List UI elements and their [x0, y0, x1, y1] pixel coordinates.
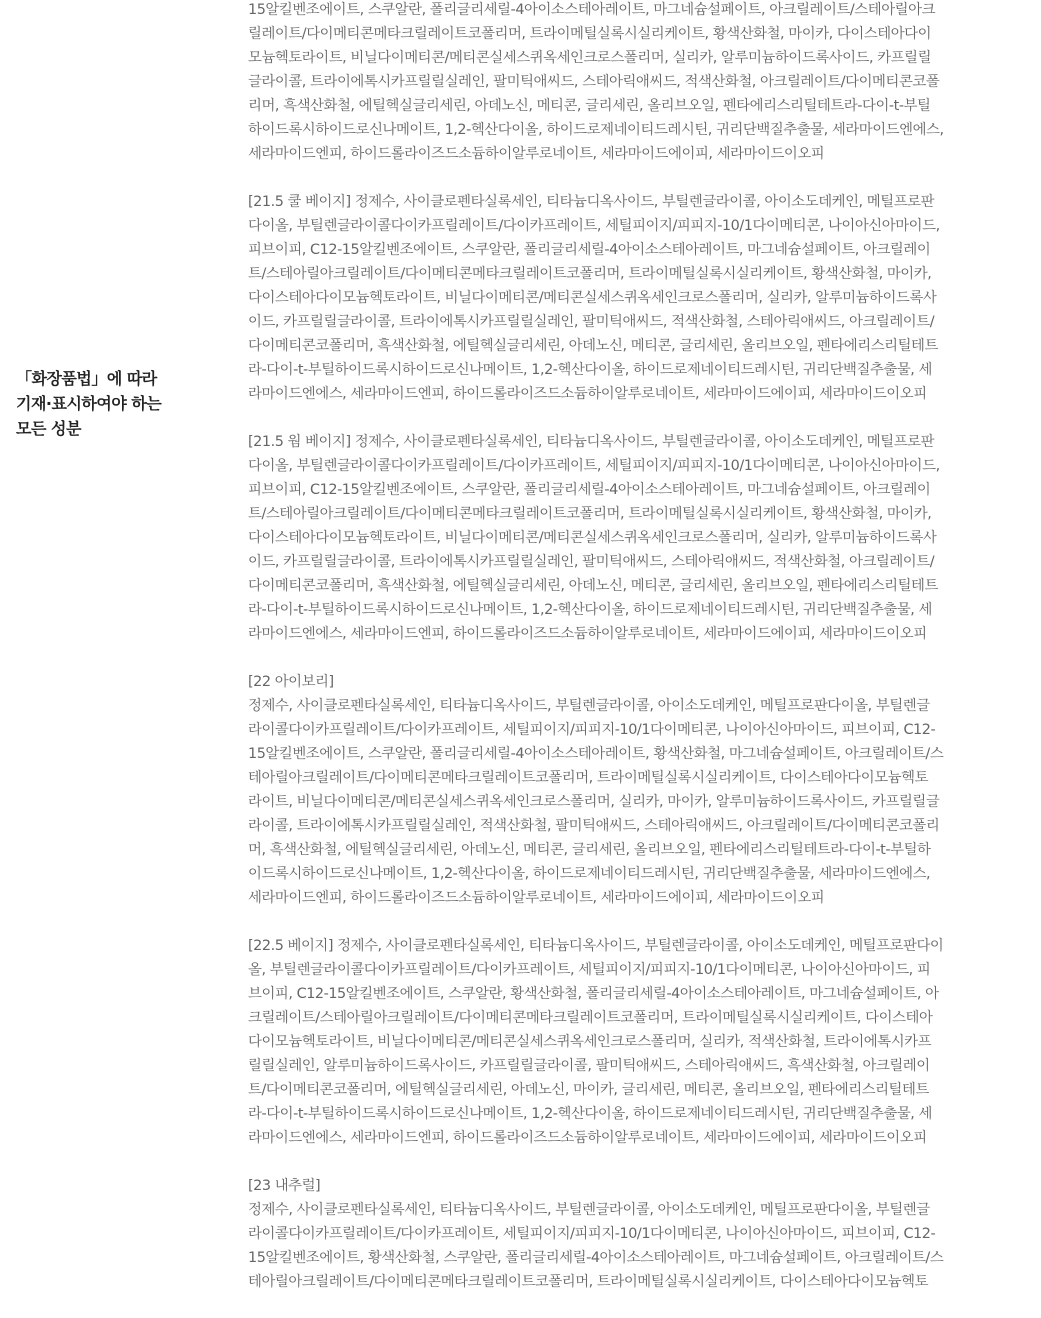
ingredient-block	[248, 934, 1010, 1150]
ingredient-line: 다이모늄헥토라이트, 비닐다이메티콘/메티콘실세스퀴옥세인크로스폴리머, 실리카, 적색산화철, 트라이에톡시카프	[248, 1034, 932, 1050]
row-label-line: 「화장품법」에 따라	[16, 369, 157, 388]
ingredient-line: 15알킬벤조에이트, 스쿠알란, 폴리글리세릴-4아이소스테아레이트, 황색산화철, 마그네슘설페이트, 아크릴레이트/스	[248, 746, 944, 762]
ingredient-line: 트/스테아릴아크릴레이트/다이메티콘메타크릴레이트코폴리머, 트라이메틸실록시실리케이트, 황색산화철, 마이카,	[248, 506, 932, 522]
ingredient-line: 라이콜다이카프릴레이트/다이카프레이트, 세틸피이지/피피지-10/1다이메티콘, 나이아신아마이드, 피브이피, C12-	[248, 722, 936, 738]
ingredient-line: 다이올, 부틸렌글라이콜다이카프릴레이트/다이카프레이트, 세틸피이지/피피지-10/1다이메티콘, 나이아신아마이드,	[248, 218, 940, 234]
ingredient-line: 리머, 흑색산화철, 에틸헥실글리세린, 아데노신, 메티콘, 글리세린, 올리브오일, 펜타에리스리틸테트라-다이-t-부틸	[248, 98, 931, 114]
ingredient-line: [21.5 웜 베이지] 정제수, 사이클로펜타실록세인, 티타늄디옥사이드, 부틸렌글라이콜, 아이소도데케인, 메틸프로판	[248, 434, 935, 450]
ingredient-line: 릴릴실레인, 알루미늄하이드록사이드, 카프릴릴글라이콜, 팔미틱애씨드, 스테아릭애씨드, 흑색산화철, 아크릴레이	[248, 1058, 930, 1074]
ingredient-line: [23 내추럴]	[248, 1178, 321, 1194]
ingredient-line: 하이드록시하이드로신나메이트, 1,2-헥산다이올, 하이드로제네이티드레시틴, 귀리단백질추출물, 세라마이드엔에스,	[248, 122, 944, 138]
ingredient-line: 머, 흑색산화철, 에틸헥실글리세린, 아데노신, 메티콘, 글리세린, 올리브오일, 펜타에리스리틸테트라-다이-t-부틸하	[248, 842, 931, 858]
ingredient-line: 라마이드엔에스, 세라마이드엔피, 하이드롤라이즈드소듐하이알루로네이트, 세라마이드에이피, 세라마이드이오피	[248, 626, 927, 642]
ingredient-line: 피브이피, C12-15알킬벤조에이트, 스쿠알란, 폴리글리세릴-4아이소스테아레이트, 마그네슘설페이트, 아크릴레이	[248, 482, 931, 498]
ingredient-line: 라이콜, 트라이에톡시카프릴릴실레인, 적색산화철, 팔미틱애씨드, 스테아릭애씨드, 아크릴레이트/다이메티콘코폴리	[248, 818, 940, 834]
ingredient-block	[248, 670, 1010, 910]
ingredient-line: 다이메티콘코폴리머, 흑색산화철, 에틸헥실글리세린, 아데노신, 메티콘, 글리세린, 올리브오일, 펜타에리스리틸테트	[248, 578, 938, 594]
ingredient-line: [22 아이보리]	[248, 674, 334, 690]
ingredient-line: [21.5 쿨 베이지] 정제수, 사이클로펜타실록세인, 티타늄디옥사이드, 부틸렌글라이콜, 아이소도데케인, 메틸프로판	[248, 194, 935, 210]
ingredient-line: 글라이콜, 트라이에톡시카프릴릴실레인, 팔미틱애씨드, 스테아릭애씨드, 적색산화철, 아크릴레이트/다이메티콘코폴	[248, 74, 940, 90]
ingredient-line: 릴레이트/다이메티콘메타크릴레이트코폴리머, 트라이메틸실록시실리케이트, 황색산화철, 마이카, 다이스테아다이	[248, 26, 932, 42]
ingredient-line: 라마이드엔에스, 세라마이드엔피, 하이드롤라이즈드소듐하이알루로네이트, 세라마이드에이피, 세라마이드이오피	[248, 1130, 927, 1146]
ingredient-line: 라-다이-t-부틸하이드록시하이드로신나메이트, 1,2-헥산다이올, 하이드로제네이티드레시틴, 귀리단백질추출물, 세	[248, 362, 933, 378]
ingredient-line: 트/다이메티콘코폴리머, 에틸헥실글리세린, 아데노신, 마이카, 글리세린, 메티콘, 올리브오일, 펜타에리스리틸테트	[248, 1082, 929, 1098]
ingredient-line: [22.5 베이지] 정제수, 사이클로펜타실록세인, 티타늄디옥사이드, 부틸렌글라이콜, 아이소도데케인, 메틸프로판다이	[248, 938, 944, 954]
ingredients-content	[248, 0, 1010, 1318]
ingredient-line: 정제수, 사이클로펜타실록세인, 티타늄디옥사이드, 부틸렌글라이콜, 아이소도데케인, 메틸프로판다이올, 부틸렌글	[248, 1202, 930, 1218]
ingredient-line: 브이피, C12-15알킬벤조에이트, 스쿠알란, 황색산화철, 폴리글리세릴-4아이소스테아레이트, 마그네슘설페이트, 아	[248, 986, 939, 1002]
ingredient-block	[248, 190, 1010, 406]
ingredient-line: 모늄헥토라이트, 비닐다이메티콘/메티콘실세스퀴옥세인크로스폴리머, 실리카, 알루미늄하이드록사이드, 카프릴릴	[248, 50, 932, 66]
row-label	[16, 366, 226, 441]
ingredient-line: 다이스테아다이모늄헥토라이트, 비닐다이메티콘/메티콘실세스퀴옥세인크로스폴리머, 실리카, 알루미늄하이드록사	[248, 290, 937, 306]
ingredient-line: 15알킬벤조에이트, 스쿠알란, 폴리글리세릴-4아이소스테아레이트, 마그네슘설페이트, 아크릴레이트/스테아릴아크	[248, 2, 936, 18]
ingredient-line: 올, 부틸렌글라이콜다이카프릴레이트/다이카프레이트, 세틸피이지/피피지-10/1다이메티콘, 나이아신아마이드, 피	[248, 962, 931, 978]
ingredient-line: 세라마이드엔피, 하이드롤라이즈드소듐하이알루로네이트, 세라마이드에이피, 세라마이드이오피	[248, 146, 825, 162]
ingredient-line: 정제수, 사이클로펜타실록세인, 티타늄디옥사이드, 부틸렌글라이콜, 아이소도데케인, 메틸프로판다이올, 부틸렌글	[248, 698, 930, 714]
ingredient-line: 다이메티콘코폴리머, 흑색산화철, 에틸헥실글리세린, 아데노신, 메티콘, 글리세린, 올리브오일, 펜타에리스리틸테트	[248, 338, 938, 354]
ingredient-line: 테아릴아크릴레이트/다이메티콘메타크릴레이트코폴리머, 트라이메틸실록시실리케이트, 다이스테아다이모늄헥토	[248, 1274, 929, 1290]
ingredient-line: 라마이드엔에스, 세라마이드엔피, 하이드롤라이즈드소듐하이알루로네이트, 세라마이드에이피, 세라마이드이오피	[248, 386, 927, 402]
ingredient-line: 라이트, 비닐다이메티콘/메티콘실세스퀴옥세인크로스폴리머, 실리카, 마이카, 알루미늄하이드록사이드, 카프릴릴글	[248, 794, 940, 810]
ingredient-line: 테아릴아크릴레이트/다이메티콘메타크릴레이트코폴리머, 트라이메틸실록시실리케이트, 다이스테아다이모늄헥토	[248, 770, 929, 786]
ingredient-line: 피브이피, C12-15알킬벤조에이트, 스쿠알란, 폴리글리세릴-4아이소스테아레이트, 마그네슘설페이트, 아크릴레이	[248, 242, 931, 258]
ingredient-block	[248, 430, 1010, 646]
ingredient-line: 라이콜다이카프릴레이트/다이카프레이트, 세틸피이지/피피지-10/1다이메티콘, 나이아신아마이드, 피브이피, C12-	[248, 1226, 936, 1242]
ingredient-block	[248, 0, 1010, 166]
ingredient-line: 이드록시하이드로신나메이트, 1,2-헥산다이올, 하이드로제네이티드레시틴, 귀리단백질추출물, 세라마이드엔에스,	[248, 866, 931, 882]
ingredient-block	[248, 1174, 1010, 1294]
ingredient-line: 라-다이-t-부틸하이드록시하이드로신나메이트, 1,2-헥산다이올, 하이드로제네이티드레시틴, 귀리단백질추출물, 세	[248, 1106, 933, 1122]
ingredient-line: 라-다이-t-부틸하이드록시하이드로신나메이트, 1,2-헥산다이올, 하이드로제네이티드레시틴, 귀리단백질추출물, 세	[248, 602, 933, 618]
row-label-line: 모든 성분	[16, 419, 81, 438]
ingredient-line: 다이스테아다이모늄헥토라이트, 비닐다이메티콘/메티콘실세스퀴옥세인크로스폴리머, 실리카, 알루미늄하이드록사	[248, 530, 937, 546]
ingredient-line: 다이올, 부틸렌글라이콜다이카프릴레이트/다이카프레이트, 세틸피이지/피피지-10/1다이메티콘, 나이아신아마이드,	[248, 458, 940, 474]
ingredient-line: 크릴레이트/스테아릴아크릴레이트/다이메티콘메타크릴레이트코폴리머, 트라이메틸실록시실리케이트, 다이스테아	[248, 1010, 933, 1026]
ingredient-line: 이드, 카프릴릴글라이콜, 트라이에톡시카프릴릴실레인, 팔미틱애씨드, 스테아릭애씨드, 적색산화철, 아크릴레이트/	[248, 554, 935, 570]
ingredient-line: 15알킬벤조에이트, 황색산화철, 스쿠알란, 폴리글리세릴-4아이소스테아레이트, 마그네슘설페이트, 아크릴레이트/스	[248, 1250, 944, 1266]
row-label-line: 기재·표시하여야 하는	[16, 394, 162, 413]
ingredient-line: 세라마이드엔피, 하이드롤라이즈드소듐하이알루로네이트, 세라마이드에이피, 세라마이드이오피	[248, 890, 825, 906]
ingredient-line: 트/스테아릴아크릴레이트/다이메티콘메타크릴레이트코폴리머, 트라이메틸실록시실리케이트, 황색산화철, 마이카,	[248, 266, 932, 282]
ingredient-line: 이드, 카프릴릴글라이콜, 트라이에톡시카프릴릴실레인, 팔미틱애씨드, 적색산화철, 스테아릭애씨드, 아크릴레이트/	[248, 314, 935, 330]
